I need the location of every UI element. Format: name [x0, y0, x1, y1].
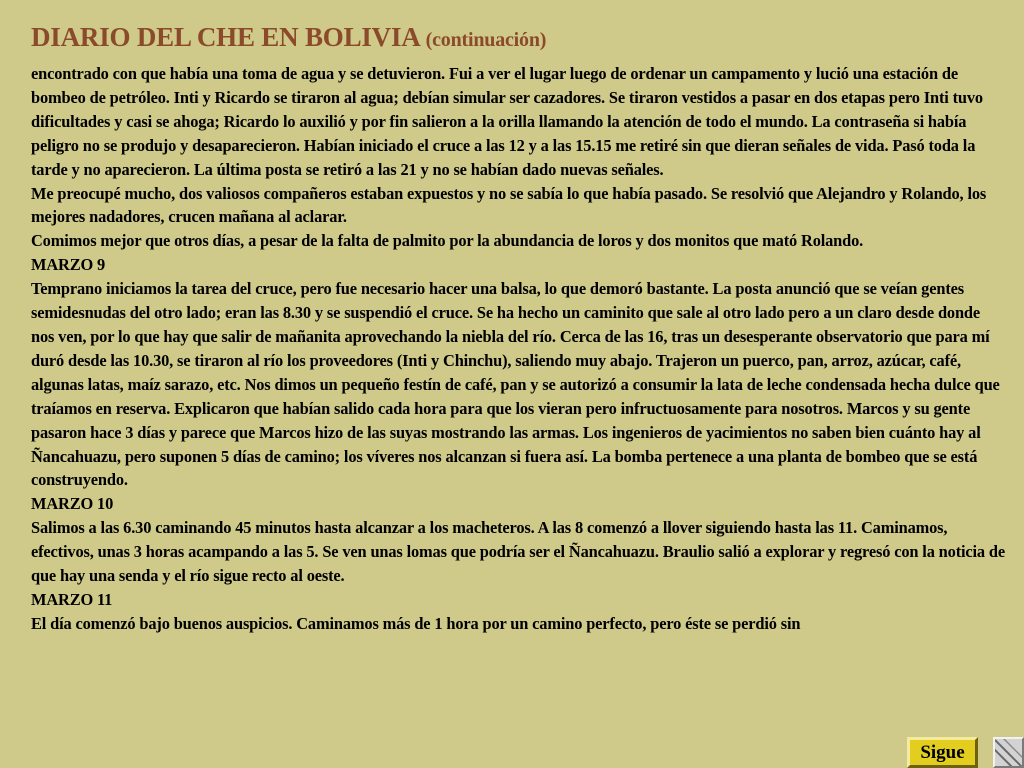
next-button[interactable]: Sigue	[907, 737, 978, 768]
title-subtitle: (continuación)	[425, 29, 547, 51]
date-heading-marzo-11: MARZO 11	[31, 589, 113, 609]
date-heading-marzo-10: MARZO 10	[31, 494, 114, 514]
date-heading-marzo-9: MARZO 9	[31, 255, 106, 275]
paragraph-intro: encontrado con que había una toma de agua y se detuvieron. Fui a ver el lugar luego de ordenar un campamento y lució una estación de bombeo de petróleo. Inti y Ricardo se tiraron al agua; debían simular ser cazadores. Se tiraron vestidos a pasar en dos etapas pero Inti tuvo dificultades y casi se ahoga; Ricardo lo auxilió y por fin salieron a la orilla llamando la atención de todo el mundo. La contraseña si había peligro no se produjo y desaparecieron. Habían iniciado el cruce a las 12 y a las 15.15 me retiré sin que dieran señales de vida. Pasó toda la tarde y no aparecieron. La última posta se retiró a las 21 y no se habían dado nuevas señales.	[31, 64, 983, 179]
last-page-button[interactable]	[993, 737, 1024, 768]
paragraph-meal: Comimos mejor que otros días, a pesar de la falta de palmito por la abundancia de loros y dos monitos que mató Rolando.	[31, 231, 864, 251]
paragraph-marzo-9: Temprano iniciamos la tarea del cruce, pero fue necesario hacer una balsa, lo que demoró bastante. La posta anunció que se veían gentes semidesnudas del otro lado; eran las 8.30 y se suspendió el cruce. Se ha hecho un caminito que sale al otro lado pero a un claro desde donde nos ven, por lo que hay que salir de mañanita aprovechando la niebla del río. Cerca de las 16, tras un desesperante observatorio que para mí duró desde las 10.30, se tiraron al río los proveedores (Inti y Chinchu), saliendo muy abajo. Trajeron un puerco, pan, arroz, azúcar, café, algunas latas, maíz sarazo, etc. Nos dimos un pequeño festín de café, pan y se autorizó a consumir la lata de leche condensada hecha dulce que traíamos en reserva. Explicaron que habían salido cada hora para que los vieran pero infructuosamente para nosotros. Marcos y su gente pasaron hace 3 días y parece que Marcos hizo de las suyas mostrando las armas. Los ingenieros de yacimientos no saben bien cuánto hay al Ñancahuazu, pero suponen 5 días de camino; los víveres nos alcanzan si fuera así. La bomba pertenece a una planta de bombeo que se está construyendo.	[31, 279, 1000, 490]
diary-text	[31, 62, 1006, 636]
paragraph-marzo-11: El día comenzó bajo buenos auspicios. Caminamos más de 1 hora por un camino perfecto, pero éste se perdió sin	[31, 613, 801, 633]
page-title	[31, 22, 546, 53]
paragraph-marzo-10: Salimos a las 6.30 caminando 45 minutos hasta alcanzar a los macheteros. A las 8 comenzó a llover siguiendo hasta las 11. Caminamos, efectivos, unas 3 horas acampando a las 5. Se ven unas lomas que podría ser el Ñancahuazu. Braulio salió a explorar y regresó con la noticia de que hay una senda y el río sigue recto al oeste.	[31, 518, 1006, 586]
paragraph-worry: Me preocupé mucho, dos valiosos compañeros estaban expuestos y no se sabía lo que había pasado. Se resolvió que Alejandro y Rolando, los mejores nadadores, crucen mañana al aclarar.	[31, 183, 987, 227]
last-page-icon	[995, 739, 1022, 766]
title-main: DIARIO DEL CHE EN BOLIVIA	[31, 22, 420, 52]
